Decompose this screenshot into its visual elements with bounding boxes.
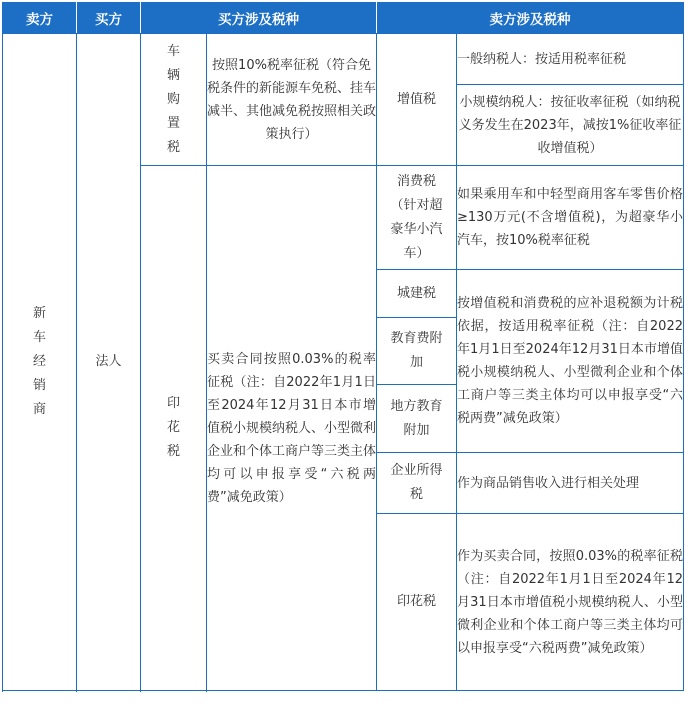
- table-row: [3, 34, 684, 85]
- buyer-type-cell: [77, 34, 141, 691]
- seller-tax-name: 教育费附加: [390, 331, 443, 370]
- seller-tax-name-cell: [377, 453, 457, 514]
- seller-tax-desc: 作为买卖合同，按照0.03%的税率征税（注：自2022年1月1日至2024年12月31日本市增值税小规模纳税人、小型微利企业和个体工商户等三类主体均可以申报享受“六税两费”减免政策）: [457, 514, 684, 691]
- buyer-type: 法人: [95, 354, 122, 369]
- seller-tax-desc: 一般纳税人：按适用税率征税: [457, 34, 684, 85]
- seller-type: 新车经销商: [32, 306, 46, 417]
- header-seller: 卖方: [3, 3, 77, 34]
- buyer-tax-desc: 按照10%税率征税（符合免税条件的新能源车免税、挂车减半、其他减免税按照相关政策执行）: [207, 34, 377, 166]
- seller-tax-desc: 作为商品销售收入进行相关处理: [457, 453, 684, 514]
- seller-tax-name: 印花税: [377, 514, 457, 691]
- seller-tax-name: 企业所得税: [390, 463, 443, 502]
- seller-tax-name: 地方教育附加: [390, 398, 443, 438]
- seller-tax-desc: 小规模纳税人：按征收率征税（如纳税义务发生在2023年，减按1%征收率征收增值税）: [457, 85, 684, 166]
- buyer-tax-name-cell: [141, 34, 207, 166]
- buyer-tax-desc: 买卖合同按照0.03%的税率征税（注：自2022年1月1日至2024年12月31日本市增值税小规模纳税人、小型微利企业和个体工商户等三类主体均可以申报享受“六税两费”减免政策）: [207, 166, 377, 691]
- seller-tax-name: 消费税（针对超豪华小汽车）: [390, 173, 443, 261]
- buyer-tax-name: 印花税: [166, 396, 180, 459]
- header-buyer-tax: 买方涉及税种: [141, 3, 377, 34]
- buyer-tax-name-cell: [141, 166, 207, 691]
- seller-tax-name-cell: [377, 166, 457, 270]
- seller-tax-name: 城建税: [377, 270, 457, 318]
- seller-tax-desc: 如果乘用车和中轻型商用客车零售价格≥130万元(不含增值税)，为超豪华小汽车，按10%税率征税: [457, 166, 684, 270]
- seller-type-cell: [3, 34, 77, 691]
- buyer-tax-name: 车辆购置税: [166, 43, 180, 155]
- header-buyer: 买方: [77, 3, 141, 34]
- seller-tax-name: 增值税: [377, 34, 457, 166]
- seller-tax-name-cell: [377, 385, 457, 453]
- tax-table: [2, 2, 684, 691]
- header-row: [3, 3, 684, 34]
- seller-tax-name-cell: [377, 318, 457, 385]
- seller-tax-desc: 按增值税和消费税的应补退税额为计税依据，按适用税率征税（注：自2022年1月1日至2024年12月31日本市增值税小规模纳税人、小型微利企业和个体工商户等三类主体均可以申报享受“六税两费”减免政策）: [457, 270, 684, 453]
- header-seller-tax: 卖方涉及税种: [377, 3, 684, 34]
